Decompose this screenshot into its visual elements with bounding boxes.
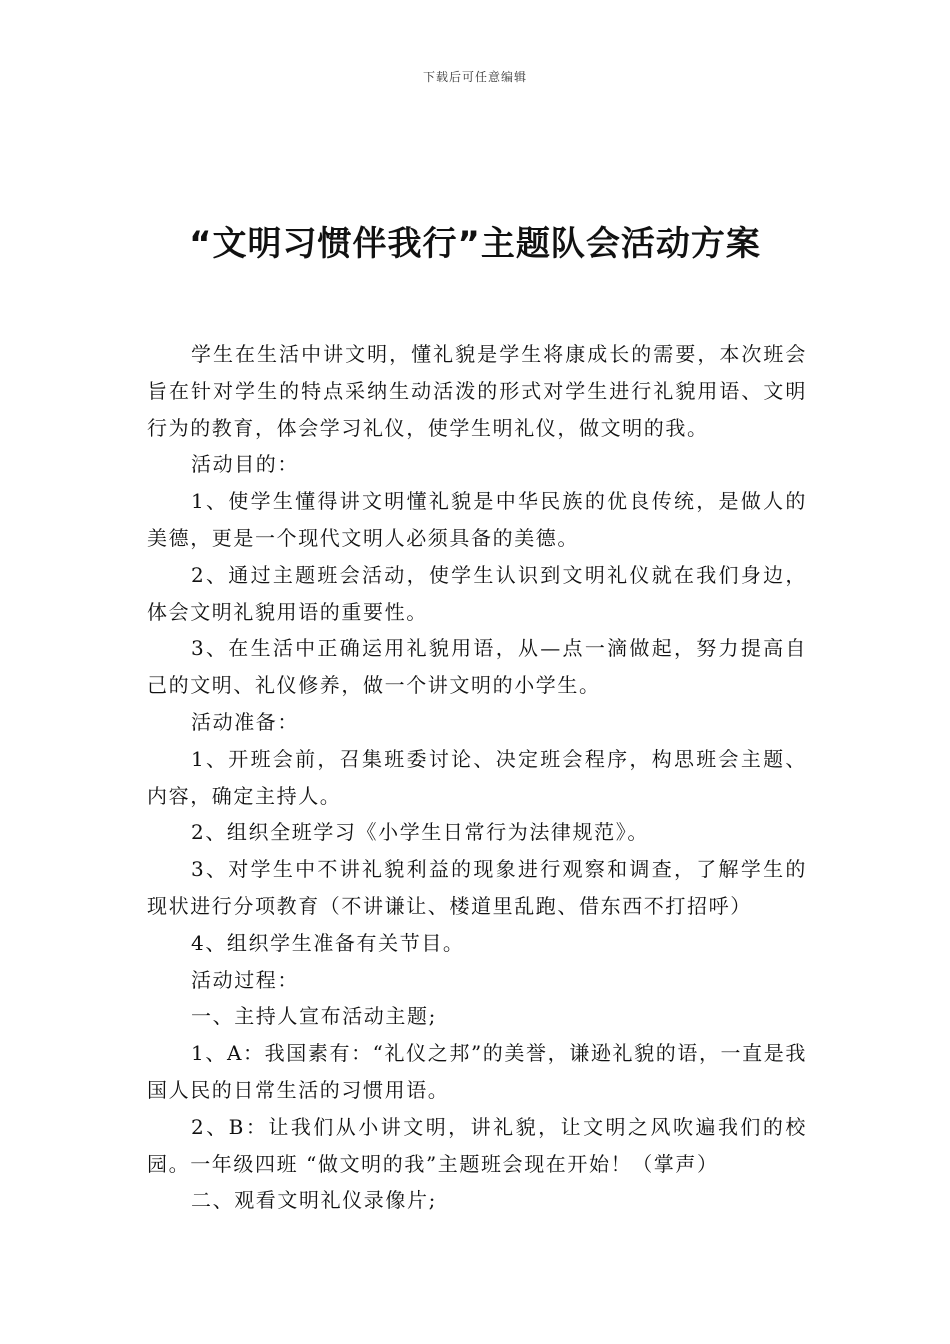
prep-item-4: 4、组织学生准备有关节目。 [191,930,465,955]
process-line-b: 2、B：让我们从小讲文明，讲礼貌，让文明之风吹遍我们的校园。一年级四班 “做文明的我”主题班会现在开始！（掌声） [147,1114,807,1176]
prep-item-3: 3、对学生中不讲礼貌利益的现象进行观察和调查，了解学生的现状进行分项教育（不讲谦让、楼道里乱跑、借东西不打招呼） [147,857,807,918]
prep-item-1: 1、开班会前，召集班委讨论、决定班会程序，构思班会主题、内容，确定主持人。 [147,746,807,808]
section-heading-process: 活动过程： [191,967,299,992]
process-step-2: 二、观看文明礼仪录像片; [191,1188,437,1213]
document-body [147,336,807,1219]
process-step-1: 一、主持人宣布活动主题; [191,1004,437,1029]
goal-item-1: 1、使学生懂得讲文明懂礼貌是中华民族的优良传统，是做人的美德，更是一个现代文明人必须具备的美德。 [147,489,807,550]
section-heading-goals: 活动目的： [191,452,299,477]
prep-item-2: 2、组织全班学习《小学生日常行为法律规范》。 [191,820,649,845]
section-heading-preparation: 活动准备： [191,709,299,734]
goal-item-2: 2、通过主题班会活动，使学生认识到文明礼仪就在我们身边，体会文明礼貌用语的重要性。 [147,562,807,624]
page-header-note: 下载后可任意编辑 [422,70,527,84]
paragraph-intro: 学生在生活中讲文明，懂礼貌是学生将康成长的需要，本次班会旨在针对学生的特点采纳生动活泼的形式对学生进行礼貌用语、文明行为的教育，体会学习礼仪，使学生明礼仪，做文明的我。 [147,342,807,440]
process-line-a: 1、A：我国素有：“礼仪之邦”的美誉，谦逊礼貌的语，一直是我国人民的日常生活的习惯用语。 [147,1041,807,1102]
goal-item-3: 3、在生活中正确运用礼貌用语，从—点一滴做起，努力提高自己的文明、礼仪修养，做一个讲文明的小学生。 [147,636,807,698]
document-title: “文明习惯伴我行”主题队会活动方案 [189,224,761,264]
